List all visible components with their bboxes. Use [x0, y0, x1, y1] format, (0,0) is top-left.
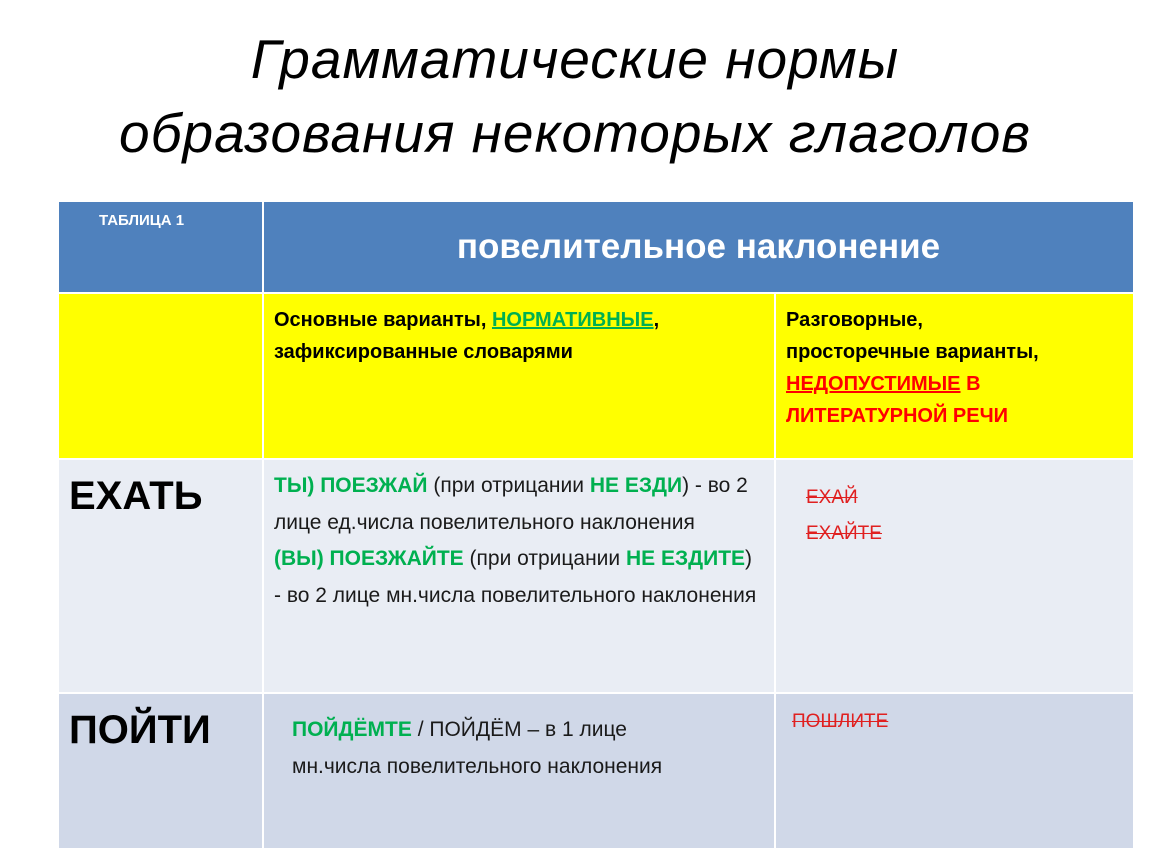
normative-text: [264, 460, 774, 614]
wrong-forms-cell: [775, 459, 1134, 693]
norm-note: (при отрицании: [463, 547, 626, 570]
normative-text: [264, 694, 774, 785]
title-line-2: образования некоторых глаголов: [119, 102, 1031, 164]
colloquial-header-text-1: Разговорные,: [786, 309, 923, 331]
normative-header-text: Основные варианты,: [274, 309, 492, 331]
table-subheader-row: [58, 293, 1134, 459]
title-line-1: Грамматические нормы: [250, 28, 900, 90]
table-header-row: [58, 201, 1134, 293]
norm-form: ПОЙДЁМТЕ: [292, 718, 412, 741]
verb-cell: [58, 693, 263, 849]
norm-form: НЕ ЕЗДИ: [589, 474, 683, 497]
wrong-forms-cell: [775, 693, 1134, 849]
norm-note: ) - во 2 лице мн.числа повелительного наклонения: [274, 547, 757, 607]
normative-header-text-2: зафиксированные словарями: [274, 341, 573, 363]
verb-label: ПОЙТИ: [69, 708, 211, 752]
norm-note: ) - во 2 лице ед.числа повелительного наклонения: [274, 474, 748, 534]
verb-cell: [58, 459, 263, 693]
wrong-form: ЕХАЙ: [806, 487, 858, 508]
norm-form: ТЫ) ПОЕЗЖАЙ: [274, 474, 428, 497]
table-row: [58, 459, 1134, 693]
colloquial-column-header: [775, 293, 1134, 459]
norm-form: НЕ ЕЗДИТЕ: [625, 547, 746, 570]
norm-note: / ПОЙДЁМ – в 1 лице мн.числа повелительного наклонения: [292, 718, 663, 778]
table-row: [58, 693, 1134, 849]
table-corner-label: ТАБЛИЦА 1: [58, 201, 263, 293]
verb-norms-table: [57, 200, 1135, 850]
colloquial-header-text-4: ЛИТЕРАТУРНОЙ РЕЧИ: [786, 405, 1009, 427]
verb-label: ЕХАТЬ: [69, 474, 203, 518]
empty-subheader-cell: [58, 293, 263, 459]
table-header-title: повелительное наклонение: [263, 201, 1134, 293]
slide-title: [0, 22, 1150, 170]
colloquial-highlight: НЕДОПУСТИМЫЕ: [786, 373, 961, 395]
norm-form: (ВЫ) ПОЕЗЖАЙТЕ: [274, 547, 464, 570]
norm-note: (при отрицании: [427, 474, 590, 497]
normative-cell: [263, 693, 775, 849]
colloquial-header-text-2: просторечные варианты,: [786, 341, 1039, 363]
colloquial-header-text-3: В: [960, 373, 981, 395]
normative-column-header: [263, 293, 775, 459]
normative-comma: ,: [653, 309, 660, 331]
normative-highlight: НОРМАТИВНЫЕ: [491, 309, 654, 331]
wrong-form: ПОШЛИТЕ: [792, 711, 889, 732]
wrong-form: ЕХАЙТЕ: [806, 523, 882, 544]
normative-cell: [263, 459, 775, 693]
